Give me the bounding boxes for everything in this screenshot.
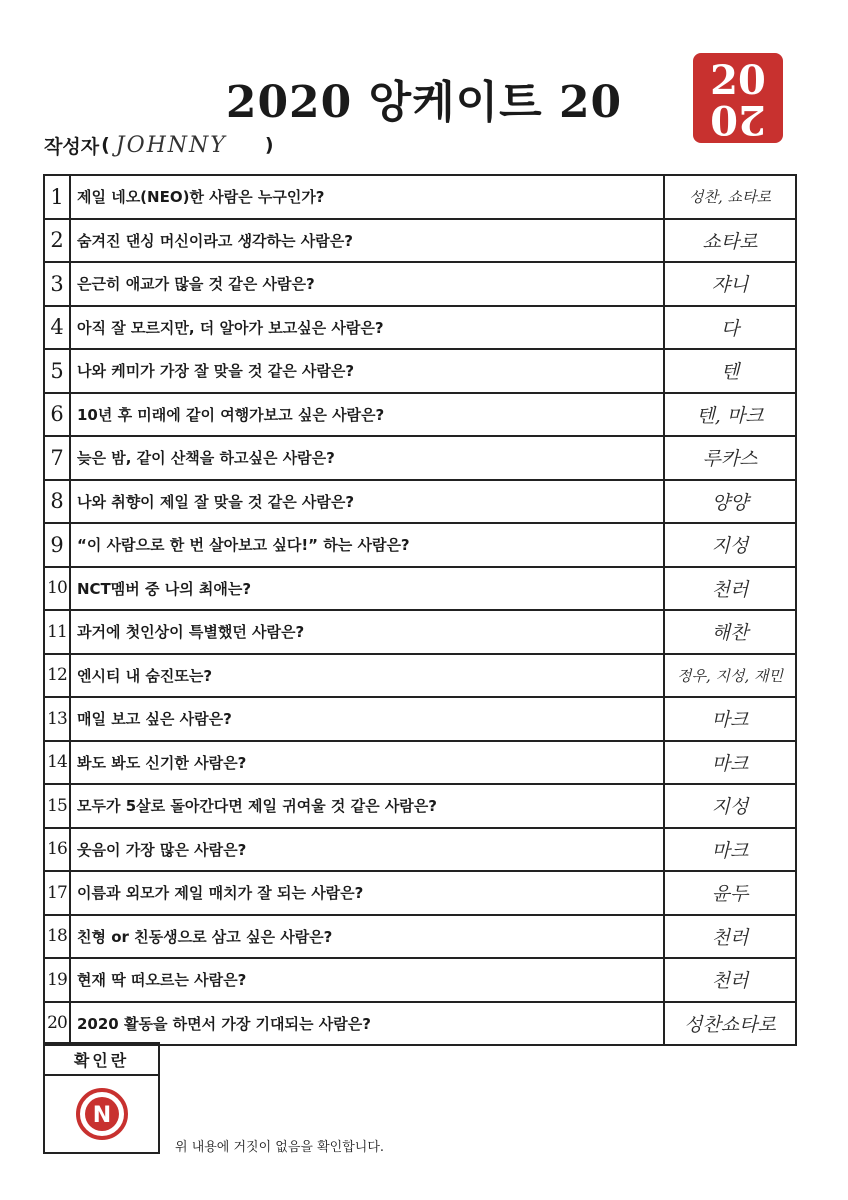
question-number: 14: [45, 742, 71, 784]
handwritten-answer: 마크: [663, 742, 795, 784]
question-text: NCT멤버 중 나의 최애는?: [77, 579, 252, 598]
question-text: 이름과 외모가 제일 매치가 잘 되는 사람은?: [77, 884, 364, 903]
question-row: [45, 785, 797, 829]
question-number: 11: [45, 611, 71, 653]
question-row: [45, 307, 797, 351]
handwritten-answer: 천러: [663, 568, 795, 610]
question-row: [45, 394, 797, 438]
seal-letter: N: [92, 1103, 111, 1128]
page-title: 2020 앙케이트 20: [225, 77, 623, 128]
question-text: 친형 or 친동생으로 삼고 싶은 사람은?: [77, 927, 333, 946]
question-number: 15: [45, 785, 71, 827]
question-number: 5: [45, 350, 71, 392]
handwritten-answer: 텐, 마크: [663, 394, 795, 436]
handwritten-answer: 천러: [663, 916, 795, 958]
question-number: 9: [45, 524, 71, 566]
question-text: 모두가 5살로 돌아간다면 제일 귀여울 것 같은 사람은?: [77, 797, 437, 816]
nct-seal-icon: [75, 1087, 129, 1141]
question-row: [45, 959, 797, 1003]
question-number: 3: [45, 263, 71, 305]
nct-2020-logo-stamp: [690, 50, 786, 146]
question-text: 숨겨진 댄싱 머신이라고 생각하는 사람은?: [77, 231, 353, 250]
handwritten-answer: 마크: [663, 829, 795, 871]
question-text: 10년 후 미래에 같이 여행가보고 싶은 사람은?: [77, 405, 385, 424]
handwritten-answer: 쟈니: [663, 263, 795, 305]
author-open-paren: (: [101, 134, 110, 156]
question-row: [45, 1003, 797, 1047]
confirmation-label: 확인란: [45, 1044, 158, 1076]
question-row: [45, 263, 797, 307]
handwritten-answer: 정우, 지성, 재민: [663, 655, 795, 697]
question-number: 19: [45, 959, 71, 1001]
handwritten-answer: 성찬쇼타로: [663, 1003, 795, 1045]
question-text: 매일 보고 싶은 사람은?: [77, 710, 232, 729]
question-row: [45, 829, 797, 873]
question-row: [45, 437, 797, 481]
question-number: 6: [45, 394, 71, 436]
question-number: 10: [45, 568, 71, 610]
question-number: 16: [45, 829, 71, 871]
question-text: 나와 케미가 가장 잘 맞을 것 같은 사람은?: [77, 362, 355, 381]
author-label: 작성자: [44, 135, 100, 158]
handwritten-answer: 마크: [663, 698, 795, 740]
handwritten-answer: 지성: [663, 524, 795, 566]
question-row: [45, 481, 797, 525]
question-row: [45, 916, 797, 960]
question-number: 7: [45, 437, 71, 479]
handwritten-answer: 다: [663, 307, 795, 349]
logo-text-bottom: 20: [710, 96, 766, 143]
question-number: 18: [45, 916, 71, 958]
author-field: [44, 130, 276, 160]
question-text: 과거에 첫인상이 특별했던 사람은?: [77, 623, 305, 642]
question-text: 2020 활동을 하면서 가장 기대되는 사람은?: [77, 1014, 371, 1033]
question-row: [45, 524, 797, 568]
handwritten-answer: 천러: [663, 959, 795, 1001]
handwritten-answer: 해찬: [663, 611, 795, 653]
question-number: 4: [45, 307, 71, 349]
question-row: [45, 611, 797, 655]
question-text: 웃음이 가장 많은 사람은?: [77, 840, 247, 859]
question-text: 봐도 봐도 신기한 사람은?: [77, 753, 247, 772]
question-row: [45, 872, 797, 916]
question-text: 현재 딱 떠오르는 사람은?: [77, 971, 247, 990]
question-row: [45, 220, 797, 264]
logo-text-top: 20: [710, 57, 766, 104]
handwritten-answer: 지성: [663, 785, 795, 827]
question-text: “이 사람으로 한 번 살아보고 싶다!” 하는 사람은?: [77, 536, 410, 555]
question-number: 12: [45, 655, 71, 697]
questionnaire-table: [43, 174, 797, 1046]
question-text: 은근히 애교가 많을 것 같은 사람은?: [77, 275, 315, 294]
question-number: 1: [45, 176, 71, 218]
question-text: 나와 취향이 제일 잘 맞을 것 같은 사람은?: [77, 492, 355, 511]
question-row: [45, 568, 797, 612]
question-text: 늦은 밤, 같이 산책을 하고싶은 사람은?: [77, 449, 335, 468]
question-row: [45, 655, 797, 699]
handwritten-answer: 쇼타로: [663, 220, 795, 262]
question-text: 아직 잘 모르지만, 더 알아가 보고싶은 사람은?: [77, 318, 384, 337]
question-number: 20: [45, 1003, 71, 1045]
question-number: 2: [45, 220, 71, 262]
handwritten-answer: 텐: [663, 350, 795, 392]
handwritten-answer: 윤두: [663, 872, 795, 914]
handwritten-answer: 양양: [663, 481, 795, 523]
question-row: [45, 176, 797, 220]
handwritten-answer: 성찬, 쇼타로: [663, 176, 795, 218]
author-close-paren: ): [264, 134, 274, 156]
question-text: 엔시티 내 숨진또는?: [77, 666, 213, 685]
author-name: JOHNNY: [115, 132, 227, 158]
question-number: 13: [45, 698, 71, 740]
question-number: 8: [45, 481, 71, 523]
confirmation-statement: 위 내용에 거짓이 없음을 확인합니다.: [175, 1140, 385, 1155]
question-text: 제일 네오(NEO)한 사람은 누구인가?: [77, 188, 325, 207]
question-row: [45, 698, 797, 742]
question-row: [45, 742, 797, 786]
question-row: [45, 350, 797, 394]
question-number: 17: [45, 872, 71, 914]
handwritten-answer: 루카스: [663, 437, 795, 479]
confirmation-box: [43, 1042, 160, 1154]
